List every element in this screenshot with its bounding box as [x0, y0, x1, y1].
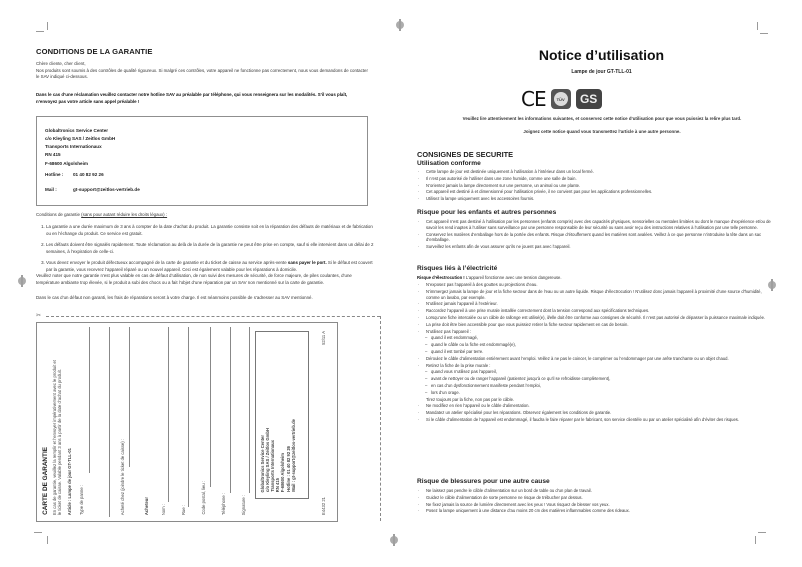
list-subitem: – quand il est tombé par terre.: [417, 349, 773, 355]
mail-label: Mail :: [45, 187, 57, 192]
field-type-panne[interactable]: Type de panne :: [79, 484, 84, 515]
list-item: · Guidez le câble d’alimentation de sorte personne ne risque de trébucher par dessus.: [417, 495, 773, 501]
bullet-list: [417, 282, 773, 424]
instructions-page: [401, 0, 802, 567]
list-item: · N’utilisez pas l’appareil :: [417, 329, 773, 335]
scissors-icon: ✂: [36, 313, 42, 319]
list-subitem: – quand le câble ou la fiche est endommagé(e),: [417, 342, 773, 348]
list-item: · Si le câble d’alimentation de l’appareil est endommagé, il faudra le faire réparer par le fabricant, son service clientèle ou par un atelier spécialisé afin d’éviter des risques.: [417, 417, 773, 423]
greeting: [36, 61, 368, 81]
condition-item: [46, 260, 376, 273]
hotline-number: 01 40 82 92 26: [73, 172, 104, 177]
list-subitem: – quand il est endommagé,: [417, 335, 773, 341]
box-line: Globaltronics Service Center: [260, 434, 265, 492]
box-line: RN 415: [275, 477, 280, 492]
address-line: RN 415: [45, 152, 61, 157]
safety-section-title: CONSIGNES DE SECURITE: [417, 150, 514, 159]
page-title: Notice d’utilisation: [538, 47, 665, 63]
list-item: · La prise doit être bien accessible pour que vous puissiez retirer la fiche secteur rapidement en cas de besoin.: [417, 322, 773, 328]
condition-item: 1. La garantie a une durée maximum de 3 ans à compter de la date d’achat du produit. La garantie consiste soit en la réparation des défauts de matériaux et de fabrication ou en l’échange du produit. Ce service est gratuit.: [46, 224, 376, 237]
tuv-mark-icon: [551, 89, 571, 109]
field-signature[interactable]: Signature :: [241, 494, 246, 515]
box-mail: Mail : gt-support@zeitlos-vertrieb.de: [291, 419, 296, 492]
card-code-left: E4432 21: [321, 497, 326, 515]
box-line: c/o Kleyling SAS / Zeitlos GmbH: [265, 428, 270, 492]
electrocution-lead: [417, 275, 562, 282]
list-item: · Conservez les matières d’emballage hors de la portée des enfants. Risque d’étouffement quand les matières sont avalées. Veillez à ce que personne n’introduise la tête dans un sac d’emballage.: [417, 232, 773, 244]
list-item: · Utilisez la lampe uniquement avec les accessoires fournis.: [417, 196, 773, 202]
field-line: [230, 327, 231, 493]
card-code-right: 52/11 A: [321, 331, 326, 345]
list-item: · N’immergez jamais la lampe de jour et la fiche secteur dans de l’eau ou un autre liquide. Risque d’électrocution ! N’utilisez donc jamais l’appareil à proximité d’une source d’humidité, comme un lavabo, par exemple.: [417, 289, 773, 301]
gs-mark-icon: GS: [576, 89, 602, 109]
conditions-intro-legal: (sans pour autant réduire les droits légaux) :: [81, 212, 168, 217]
list-item: · Déroulez le câble d’alimentation entièrement avant l’emploi. Veillez à ne pas le coincer, le comprimer ou l’endommager par une arête tranchante ou un objet chaud.: [417, 356, 773, 362]
tuv-label: TÜV: [554, 92, 568, 106]
list-item: · Ne fixez jamais la source de lumière directement avec les yeux ! Vous risquez de blesser vos yeux.: [417, 502, 773, 508]
box-line: Transports Internationaux: [270, 440, 275, 492]
list-item: · Lorsqu’une fiche intercalée ou un câble de rallonge est utilisé(e), il/elle doit être conforme aux consignes de sécurité. Il n’est pas autorisé de dépasser la puissance maximale indiquée.: [417, 315, 773, 321]
address-line: F-68600 Algolsheim: [45, 161, 88, 166]
buyer-label: Acheteur: [144, 496, 149, 515]
field-line: [89, 327, 90, 473]
hotline-notice: Dans le cas d’une réclamation veuillez contacter notre hotline SAV au préalable par téléphone, qui vous renseignera sur les modalités. S’il vous plaît, n’envoyez pas votre article sans appel préalable !: [36, 92, 348, 104]
subsection-title: Risque de blessures pour une autre cause: [417, 478, 550, 485]
address-line: Globaltronics Service Center: [45, 128, 109, 133]
list-subitem: – avant de nettoyer ou de ranger l’appareil (patientez jusqu’à ce qu’il se refroidisse complètement),: [417, 376, 773, 382]
card-desc: le ticket de caisse. Valable pendant 3 ans à partir de la date d’achat du produit.: [57, 368, 62, 515]
subsection-title: Risque pour les enfants et autres personnes: [417, 209, 557, 216]
conditions-list: [36, 224, 376, 279]
list-item: · N’utilisez jamais l’appareil à l’extérieur.: [417, 301, 773, 307]
bullet-list: [417, 488, 773, 515]
list-item: · Mandatez un atelier spécialisé pour les réparations. Observez également les conditions de garantie.: [417, 410, 773, 416]
ce-mark-icon: CE: [521, 87, 546, 111]
card-address-box: [255, 331, 309, 499]
box-hotline: Hotline : 01 40 82 92 26: [286, 446, 291, 492]
warranty-card: [36, 322, 338, 522]
list-item: · Retirez la fiche de la prise murale :: [417, 363, 773, 369]
condition-item: 2. Les défauts doivent être signalés rapidement. Toute réclamation au delà de la durée de la garantie ne peut être prise en compte, sauf si elle intervient dans un délai de 2 semaines, à l’expiration de celle-ci.: [46, 242, 376, 255]
card-desc: En cas de garantie, veuillez la remplir et l’envoyer impérativement avec le produit et: [52, 359, 57, 515]
intro-text: Nos produits sont soumis à des contrôles de qualité rigoureux. Si malgré ces contrôles, votre appareil ne fonctionne pas correctement, nous vous demandons de contacter le SAV indiqué ci-dessous.: [36, 67, 368, 80]
field-rue[interactable]: Rue :: [181, 504, 186, 515]
card-title: CARTE DE GARANTIE: [42, 447, 49, 515]
list-subitem: – lors d’un orage.: [417, 390, 773, 396]
list-item: · Ne modifiez en rien l’appareil ou le câble d’alimentation.: [417, 403, 773, 409]
list-item: · Il n’est pas autorisé de l’utiliser dans une zone humide, comme une salle de bain.: [417, 176, 773, 182]
service-address-box: [36, 116, 368, 206]
warranty-heading: CONDITIONS DE LA GARANTIE: [36, 47, 153, 56]
address-line: c/o Kleyling SAS / Zeitlos GmbH: [45, 136, 116, 141]
address-line: Transports Internationaux: [45, 144, 102, 149]
field-line: [249, 327, 250, 493]
field-nom[interactable]: Nom :: [161, 503, 166, 515]
list-item: · Posez la lampe uniquement à une distance d’au moins 20 cm des matières inflammables comme des rideaux.: [417, 508, 773, 514]
list-item: · Cet appareil n’est pas destiné à l’utilisation par les personnes (enfants compris) avec des capacités physiques, sensorielles ou mentales limitées ou dont le manque d’expérience et/ou de savoir les rend inaptes à l’utiliser sans surveillance par une personne responsable de leur sécurité ou sans avoir reçu des instructions relatives à l’utilisation par une telle personne.: [417, 219, 773, 231]
condition-bold: sans payer le port.: [287, 260, 327, 266]
field-code-postal[interactable]: Code postal, lieu :: [201, 481, 206, 515]
note-costs: Dans le cas d’un défaut non garanti, les frais de réparations seront à votre charge. Il est néanmoins possible de s’adresser au SAV mentionné.: [36, 295, 313, 300]
field-telephone[interactable]: Téléphone :: [221, 492, 226, 515]
field-achete-chez[interactable]: Acheté chez (joindre le ticket de caisse) :: [120, 438, 125, 515]
greeting-text: Chère cliente, cher client,: [36, 61, 86, 66]
subsection-title: Risques liés à l’électricité: [417, 265, 498, 272]
field-line: [129, 327, 130, 467]
field-line: [109, 327, 110, 517]
electrocution-warning: Risque d’électrocution !: [417, 275, 465, 280]
list-item: · Raccordez l’appareil à une prise murale installée correctement dont la tension correspond aux spécifications techniques.: [417, 308, 773, 314]
bullet-list: [417, 169, 773, 203]
conditions-intro: [36, 212, 167, 219]
card-article: Article : Lampe de jour GT-TLL-01: [67, 447, 72, 515]
list-item: · Surveillez les enfants afin de vous assurer qu’ils ne jouent pas avec l’appareil.: [417, 244, 773, 250]
note-validity: Veuillez noter que notre garantie n’est plus valable en cas de défaut d’utilisation, de non suivi des mesures de sécurité, de force majeure, de piles coulantes, d’une température ambiante trop élevée, si le produit a subi des chocs ou a fait l’objet d’une réparation par un SAV non mentionné sur la carte de garantie.: [36, 273, 352, 285]
product-name: Lampe de jour GT-TLL-01: [571, 69, 632, 75]
field-line: [168, 327, 169, 502]
list-note: Tirez toujours par la fiche, non pas par le câble.: [426, 396, 515, 402]
list-item: · N’exposez pas l’appareil à des gouttes ou projections d’eau.: [417, 282, 773, 288]
list-item: · Cet appareil est destiné à et dimensionné pour l’utilisation privée, il ne convient pas pour les applications professionnelles.: [417, 189, 773, 195]
conditions-intro-text: Conditions de garantie: [36, 212, 82, 217]
electrocution-text: L’appareil fonctionne avec une tension dangereuse.: [464, 275, 562, 280]
list-item: · Ne laissez pas pendre le câble d’alimentation sur un bord de table ou d’un plan de travail.: [417, 488, 773, 494]
condition-text: Vous devez envoyer le produit défectueux accompagné de la carte de garantie et du ticket de caisse au service après-vente: [46, 260, 288, 266]
read-notice: Veuillez lire attentivement les informations suivantes, et conservez cette notice d’utilisation pour que vous puissiez la relire plus tard.: [462, 116, 742, 121]
box-line: F-68600 Algolsheim: [280, 452, 285, 492]
condition-text: Si le défaut est couvert par la garantie, vous recevrez l’appareil réparé ou un nouvel appareil. Ceci est également valable pour les réparations à domicile.: [46, 260, 373, 272]
certification-logos: [521, 85, 602, 113]
transmit-notice: Joignez cette notice quand vous transmettez l’article à une autre personne.: [523, 129, 681, 134]
cut-line: [46, 316, 380, 317]
hotline-label: Hotline :: [45, 172, 64, 177]
field-line: [188, 327, 189, 507]
list-subitem: – en cas d’un dysfonctionnement manifeste pendant l’emploi,: [417, 383, 773, 389]
field-line: [210, 327, 211, 487]
mail-address[interactable]: gt-support@zeitlos-vertrieb.de: [73, 187, 140, 192]
list-item: · N’orientez jamais la lampe directement sur une personne, un animal ou une plante.: [417, 183, 773, 189]
subsection-title: Utilisation conforme: [417, 160, 481, 167]
list-item: · Cette lampe de jour est destinée uniquement à l’utilisation à l’intérieur dans un local fermé.: [417, 169, 773, 175]
list-subitem: – quand vous n’utilisez pas l’appareil,: [417, 369, 773, 375]
bullet-list: [417, 219, 773, 251]
cut-line-vertical: [380, 316, 381, 521]
